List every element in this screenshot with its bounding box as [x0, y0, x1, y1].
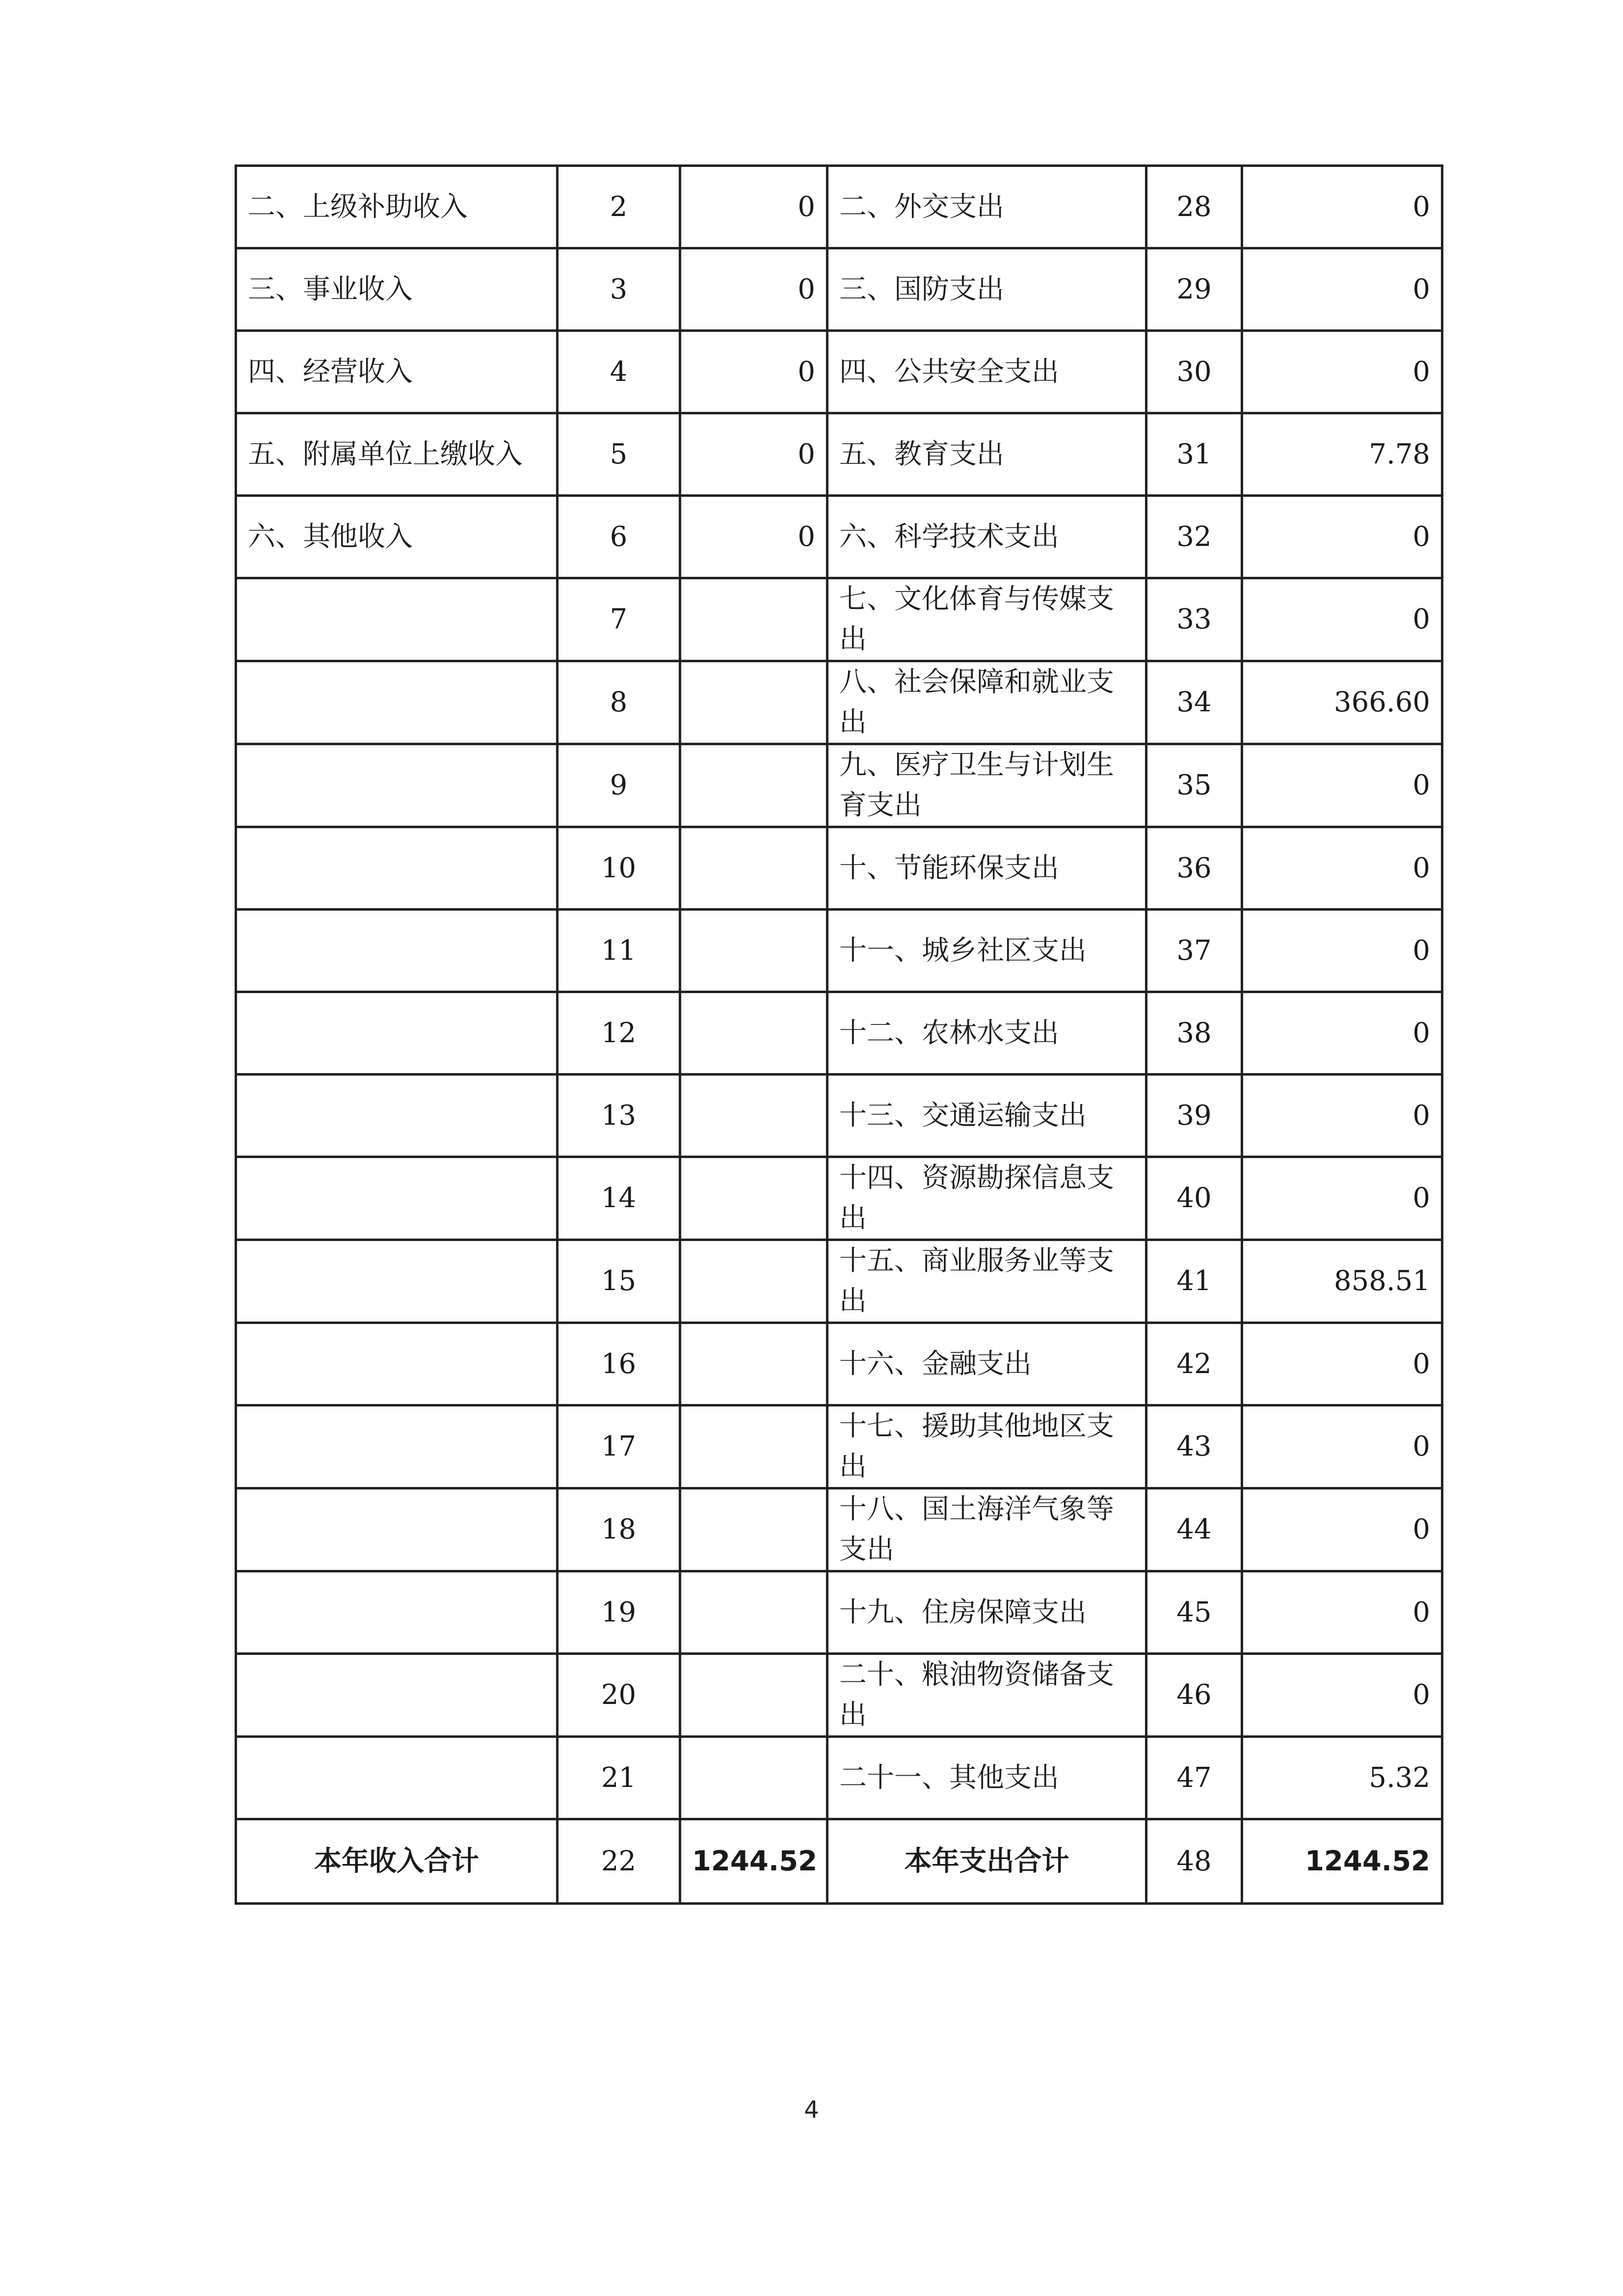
table-row	[236, 331, 1442, 413]
expense-item-cell: 四、公共安全支出	[827, 331, 1146, 413]
income-item-cell	[236, 827, 558, 910]
expense-amount-cell: 0	[1242, 992, 1442, 1075]
income-line-number: 21	[558, 1737, 680, 1819]
table-row	[236, 744, 1442, 827]
table-row	[236, 248, 1442, 331]
expense-item-cell: 十、节能环保支出	[827, 827, 1146, 910]
income-line-number: 4	[558, 331, 680, 413]
income-total-amount: 1244.52	[680, 1819, 827, 1904]
expense-line-number: 35	[1146, 744, 1242, 827]
expense-item-cell: 十四、资源勘探信息支出	[827, 1157, 1146, 1240]
income-line-number: 7	[558, 578, 680, 661]
table-row	[236, 1571, 1442, 1654]
income-item-cell	[236, 910, 558, 992]
expense-amount-cell: 0	[1242, 1571, 1442, 1654]
table-row	[236, 661, 1442, 744]
income-line-number: 15	[558, 1240, 680, 1323]
expense-amount-cell: 0	[1242, 331, 1442, 413]
income-line-number: 17	[558, 1405, 680, 1488]
income-item-cell	[236, 1240, 558, 1323]
expense-item-cell: 十九、住房保障支出	[827, 1571, 1146, 1654]
income-item-cell	[236, 578, 558, 661]
income-amount-cell	[680, 1157, 827, 1240]
expense-line-number: 30	[1146, 331, 1242, 413]
table-row	[236, 1075, 1442, 1157]
expense-amount-cell: 858.51	[1242, 1240, 1442, 1323]
expense-line-number: 38	[1146, 992, 1242, 1075]
income-item-cell: 四、经营收入	[236, 331, 558, 413]
expense-line-number: 32	[1146, 496, 1242, 578]
income-item-cell	[236, 1157, 558, 1240]
expense-item-cell: 五、教育支出	[827, 413, 1146, 496]
income-item-cell	[236, 1571, 558, 1654]
page-number: 4	[804, 2096, 819, 2124]
expense-line-number: 42	[1146, 1323, 1242, 1405]
income-line-number: 6	[558, 496, 680, 578]
expense-line-number: 37	[1146, 910, 1242, 992]
expense-amount-cell: 0	[1242, 827, 1442, 910]
income-item-cell	[236, 744, 558, 827]
expense-item-cell: 六、科学技术支出	[827, 496, 1146, 578]
expense-line-number: 41	[1146, 1240, 1242, 1323]
income-line-number: 12	[558, 992, 680, 1075]
expense-item-cell: 三、国防支出	[827, 248, 1146, 331]
income-amount-cell	[680, 1737, 827, 1819]
expense-line-number: 46	[1146, 1654, 1242, 1737]
income-line-number: 19	[558, 1571, 680, 1654]
income-amount-cell	[680, 1075, 827, 1157]
income-line-number: 9	[558, 744, 680, 827]
table-row	[236, 578, 1442, 661]
expense-amount-cell: 0	[1242, 1323, 1442, 1405]
income-item-cell	[236, 661, 558, 744]
income-line-number: 18	[558, 1488, 680, 1571]
income-line-number: 14	[558, 1157, 680, 1240]
income-line-number: 11	[558, 910, 680, 992]
income-amount-cell	[680, 992, 827, 1075]
income-amount-cell: 0	[680, 496, 827, 578]
income-item-cell	[236, 1075, 558, 1157]
expense-line-number: 31	[1146, 413, 1242, 496]
expense-line-number: 36	[1146, 827, 1242, 910]
expense-item-cell: 十八、国土海洋气象等支出	[827, 1488, 1146, 1571]
expense-amount-cell: 366.60	[1242, 661, 1442, 744]
income-item-cell: 五、附属单位上缴收入	[236, 413, 558, 496]
expense-item-cell: 九、医疗卫生与计划生育支出	[827, 744, 1146, 827]
income-item-cell	[236, 1323, 558, 1405]
table-row	[236, 992, 1442, 1075]
income-total-label: 本年收入合计	[236, 1819, 558, 1904]
expense-amount-cell: 5.32	[1242, 1737, 1442, 1819]
income-amount-cell	[680, 1571, 827, 1654]
table-row	[236, 1405, 1442, 1488]
expense-line-number: 44	[1146, 1488, 1242, 1571]
income-line-number: 8	[558, 661, 680, 744]
table-row	[236, 1323, 1442, 1405]
expense-line-number: 40	[1146, 1157, 1242, 1240]
income-item-cell: 三、事业收入	[236, 248, 558, 331]
income-item-cell	[236, 1654, 558, 1737]
expense-total-amount: 1244.52	[1242, 1819, 1442, 1904]
expense-item-cell: 八、社会保障和就业支出	[827, 661, 1146, 744]
expense-amount-cell: 0	[1242, 248, 1442, 331]
expense-amount-cell: 0	[1242, 744, 1442, 827]
income-line-number: 16	[558, 1323, 680, 1405]
income-amount-cell	[680, 827, 827, 910]
income-amount-cell: 0	[680, 166, 827, 248]
income-item-cell	[236, 1405, 558, 1488]
expense-item-cell: 二、外交支出	[827, 166, 1146, 248]
income-item-cell	[236, 992, 558, 1075]
expense-item-cell: 二十一、其他支出	[827, 1737, 1146, 1819]
expense-item-cell: 二十、粮油物资储备支出	[827, 1654, 1146, 1737]
expense-line-number: 39	[1146, 1075, 1242, 1157]
income-line-number: 10	[558, 827, 680, 910]
totals-row	[236, 1819, 1442, 1904]
table-row	[236, 1737, 1442, 1819]
income-amount-cell	[680, 910, 827, 992]
income-expenditure-table	[235, 164, 1443, 1905]
expense-amount-cell: 0	[1242, 1488, 1442, 1571]
expense-amount-cell: 0	[1242, 1405, 1442, 1488]
income-amount-cell	[680, 578, 827, 661]
expense-amount-cell: 0	[1242, 1075, 1442, 1157]
expense-amount-cell: 0	[1242, 1157, 1442, 1240]
income-total-line-number: 22	[558, 1819, 680, 1904]
expense-total-label: 本年支出合计	[827, 1819, 1146, 1904]
expense-item-cell: 七、文化体育与传媒支出	[827, 578, 1146, 661]
table-row	[236, 166, 1442, 248]
expense-line-number: 43	[1146, 1405, 1242, 1488]
income-item-cell: 二、上级补助收入	[236, 166, 558, 248]
expense-total-line-number: 48	[1146, 1819, 1242, 1904]
table-row	[236, 1240, 1442, 1323]
expense-item-cell: 十六、金融支出	[827, 1323, 1146, 1405]
income-amount-cell	[680, 1654, 827, 1737]
income-line-number: 3	[558, 248, 680, 331]
expense-line-number: 34	[1146, 661, 1242, 744]
income-amount-cell: 0	[680, 331, 827, 413]
expense-line-number: 33	[1146, 578, 1242, 661]
income-line-number: 5	[558, 413, 680, 496]
expense-line-number: 45	[1146, 1571, 1242, 1654]
expense-amount-cell: 0	[1242, 910, 1442, 992]
expense-amount-cell: 0	[1242, 166, 1442, 248]
income-amount-cell	[680, 744, 827, 827]
income-amount-cell	[680, 1240, 827, 1323]
expense-line-number: 47	[1146, 1737, 1242, 1819]
expense-amount-cell: 7.78	[1242, 413, 1442, 496]
expense-item-cell: 十二、农林水支出	[827, 992, 1146, 1075]
income-amount-cell	[680, 661, 827, 744]
income-item-cell: 六、其他收入	[236, 496, 558, 578]
income-amount-cell: 0	[680, 413, 827, 496]
income-amount-cell	[680, 1405, 827, 1488]
income-item-cell	[236, 1737, 558, 1819]
income-line-number: 13	[558, 1075, 680, 1157]
expense-amount-cell: 0	[1242, 1654, 1442, 1737]
expense-amount-cell: 0	[1242, 578, 1442, 661]
income-line-number: 20	[558, 1654, 680, 1737]
expense-amount-cell: 0	[1242, 496, 1442, 578]
table-row	[236, 1488, 1442, 1571]
expense-line-number: 29	[1146, 248, 1242, 331]
table-row	[236, 910, 1442, 992]
table-row	[236, 827, 1442, 910]
table-row	[236, 496, 1442, 578]
table-row	[236, 1654, 1442, 1737]
table-row	[236, 413, 1442, 496]
expense-item-cell: 十七、援助其他地区支出	[827, 1405, 1146, 1488]
income-amount-cell: 0	[680, 248, 827, 331]
income-line-number: 2	[558, 166, 680, 248]
income-amount-cell	[680, 1488, 827, 1571]
expense-item-cell: 十三、交通运输支出	[827, 1075, 1146, 1157]
expense-item-cell: 十五、商业服务业等支出	[827, 1240, 1146, 1323]
expense-item-cell: 十一、城乡社区支出	[827, 910, 1146, 992]
table-row	[236, 1157, 1442, 1240]
income-amount-cell	[680, 1323, 827, 1405]
expense-line-number: 28	[1146, 166, 1242, 248]
income-item-cell	[236, 1488, 558, 1571]
